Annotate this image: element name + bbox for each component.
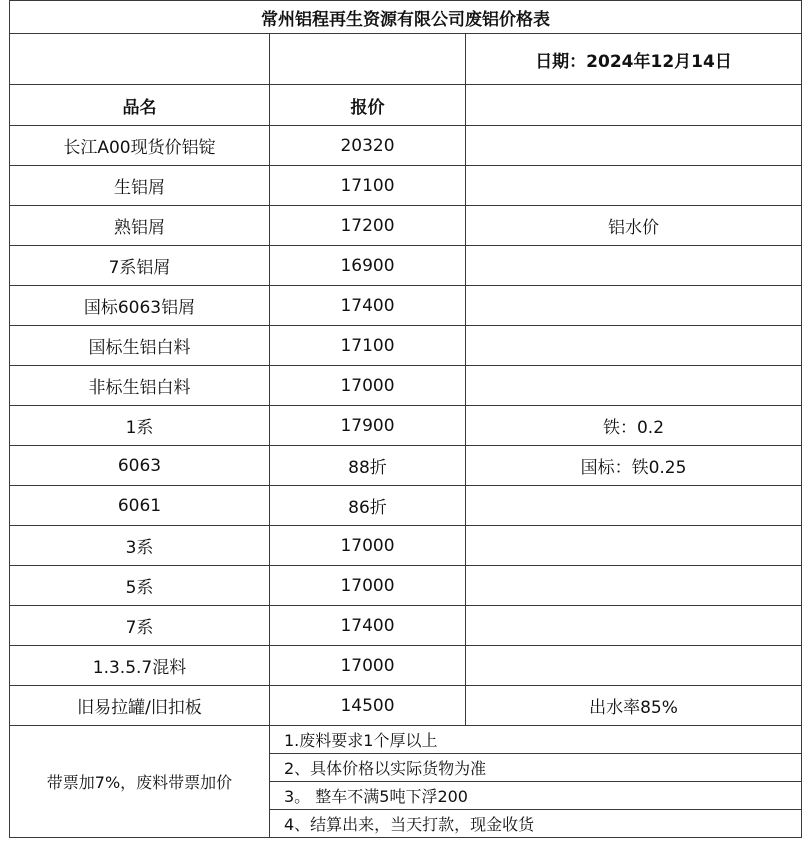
product-name-cell: 生铝屑 [10,166,270,206]
price-cell: 17100 [270,326,466,366]
product-name-cell: 5系 [10,566,270,606]
price-table [9,0,802,838]
table-row [10,446,802,486]
product-name-cell: 1.3.5.7混料 [10,646,270,686]
note-cell: 出水率85% [466,686,802,726]
table-row [10,566,802,606]
price-cell: 86折 [270,486,466,526]
footer-note-item: 4、结算出来，当天打款，现金收货 [270,810,802,838]
table-row [10,126,802,166]
header-note [466,85,802,126]
note-cell: 国标：铁0.25 [466,446,802,486]
note-cell [466,566,802,606]
table-row [10,166,802,206]
title-row [10,1,802,34]
table-row [10,526,802,566]
date-label: 日期：2024年12月14日 [466,34,802,85]
product-name-cell: 国标6063铝屑 [10,286,270,326]
price-cell: 17400 [270,286,466,326]
product-name-cell: 3系 [10,526,270,566]
note-cell [466,526,802,566]
price-cell: 17200 [270,206,466,246]
footer-row [10,726,802,754]
note-cell: 铝水价 [466,206,802,246]
table-row [10,406,802,446]
product-name-cell: 7系铝屑 [10,246,270,286]
product-name-cell: 非标生铝白料 [10,366,270,406]
product-name-cell: 7系 [10,606,270,646]
table-row [10,206,802,246]
note-cell [466,646,802,686]
note-cell [466,366,802,406]
price-cell: 17100 [270,166,466,206]
note-cell [466,286,802,326]
table-title: 常州铝程再生资源有限公司废铝价格表 [10,1,802,34]
note-cell [466,606,802,646]
empty-cell [270,34,466,85]
note-cell: 铁：0.2 [466,406,802,446]
table-row [10,686,802,726]
product-name-cell: 6063 [10,446,270,486]
table-row [10,286,802,326]
note-cell [466,126,802,166]
price-cell: 17000 [270,526,466,566]
price-cell: 14500 [270,686,466,726]
product-name-cell: 1系 [10,406,270,446]
price-cell: 17000 [270,646,466,686]
product-name-cell: 6061 [10,486,270,526]
note-cell [466,246,802,286]
footer-note-item: 2、具体价格以实际货物为准 [270,754,802,782]
header-name: 品名 [10,85,270,126]
note-cell [466,486,802,526]
note-cell [466,166,802,206]
footer-note-item: 1.废料要求1个厚以上 [270,726,802,754]
product-name-cell: 国标生铝白料 [10,326,270,366]
table-row [10,326,802,366]
footer-note-item: 3。 整车不满5吨下浮200 [270,782,802,810]
price-cell: 88折 [270,446,466,486]
price-cell: 20320 [270,126,466,166]
product-name-cell: 熟铝屑 [10,206,270,246]
product-name-cell: 长江A00现货价铝锭 [10,126,270,166]
table-row [10,366,802,406]
invoice-note: 带票加7%，废料带票加价 [10,726,270,838]
price-cell: 17000 [270,366,466,406]
price-cell: 17000 [270,566,466,606]
header-price: 报价 [270,85,466,126]
table-row [10,606,802,646]
price-cell: 17400 [270,606,466,646]
price-cell: 16900 [270,246,466,286]
header-row [10,85,802,126]
price-cell: 17900 [270,406,466,446]
table-row [10,486,802,526]
empty-cell [10,34,270,85]
note-cell [466,326,802,366]
table-row [10,246,802,286]
table-row [10,646,802,686]
product-name-cell: 旧易拉罐/旧扣板 [10,686,270,726]
date-row [10,34,802,85]
